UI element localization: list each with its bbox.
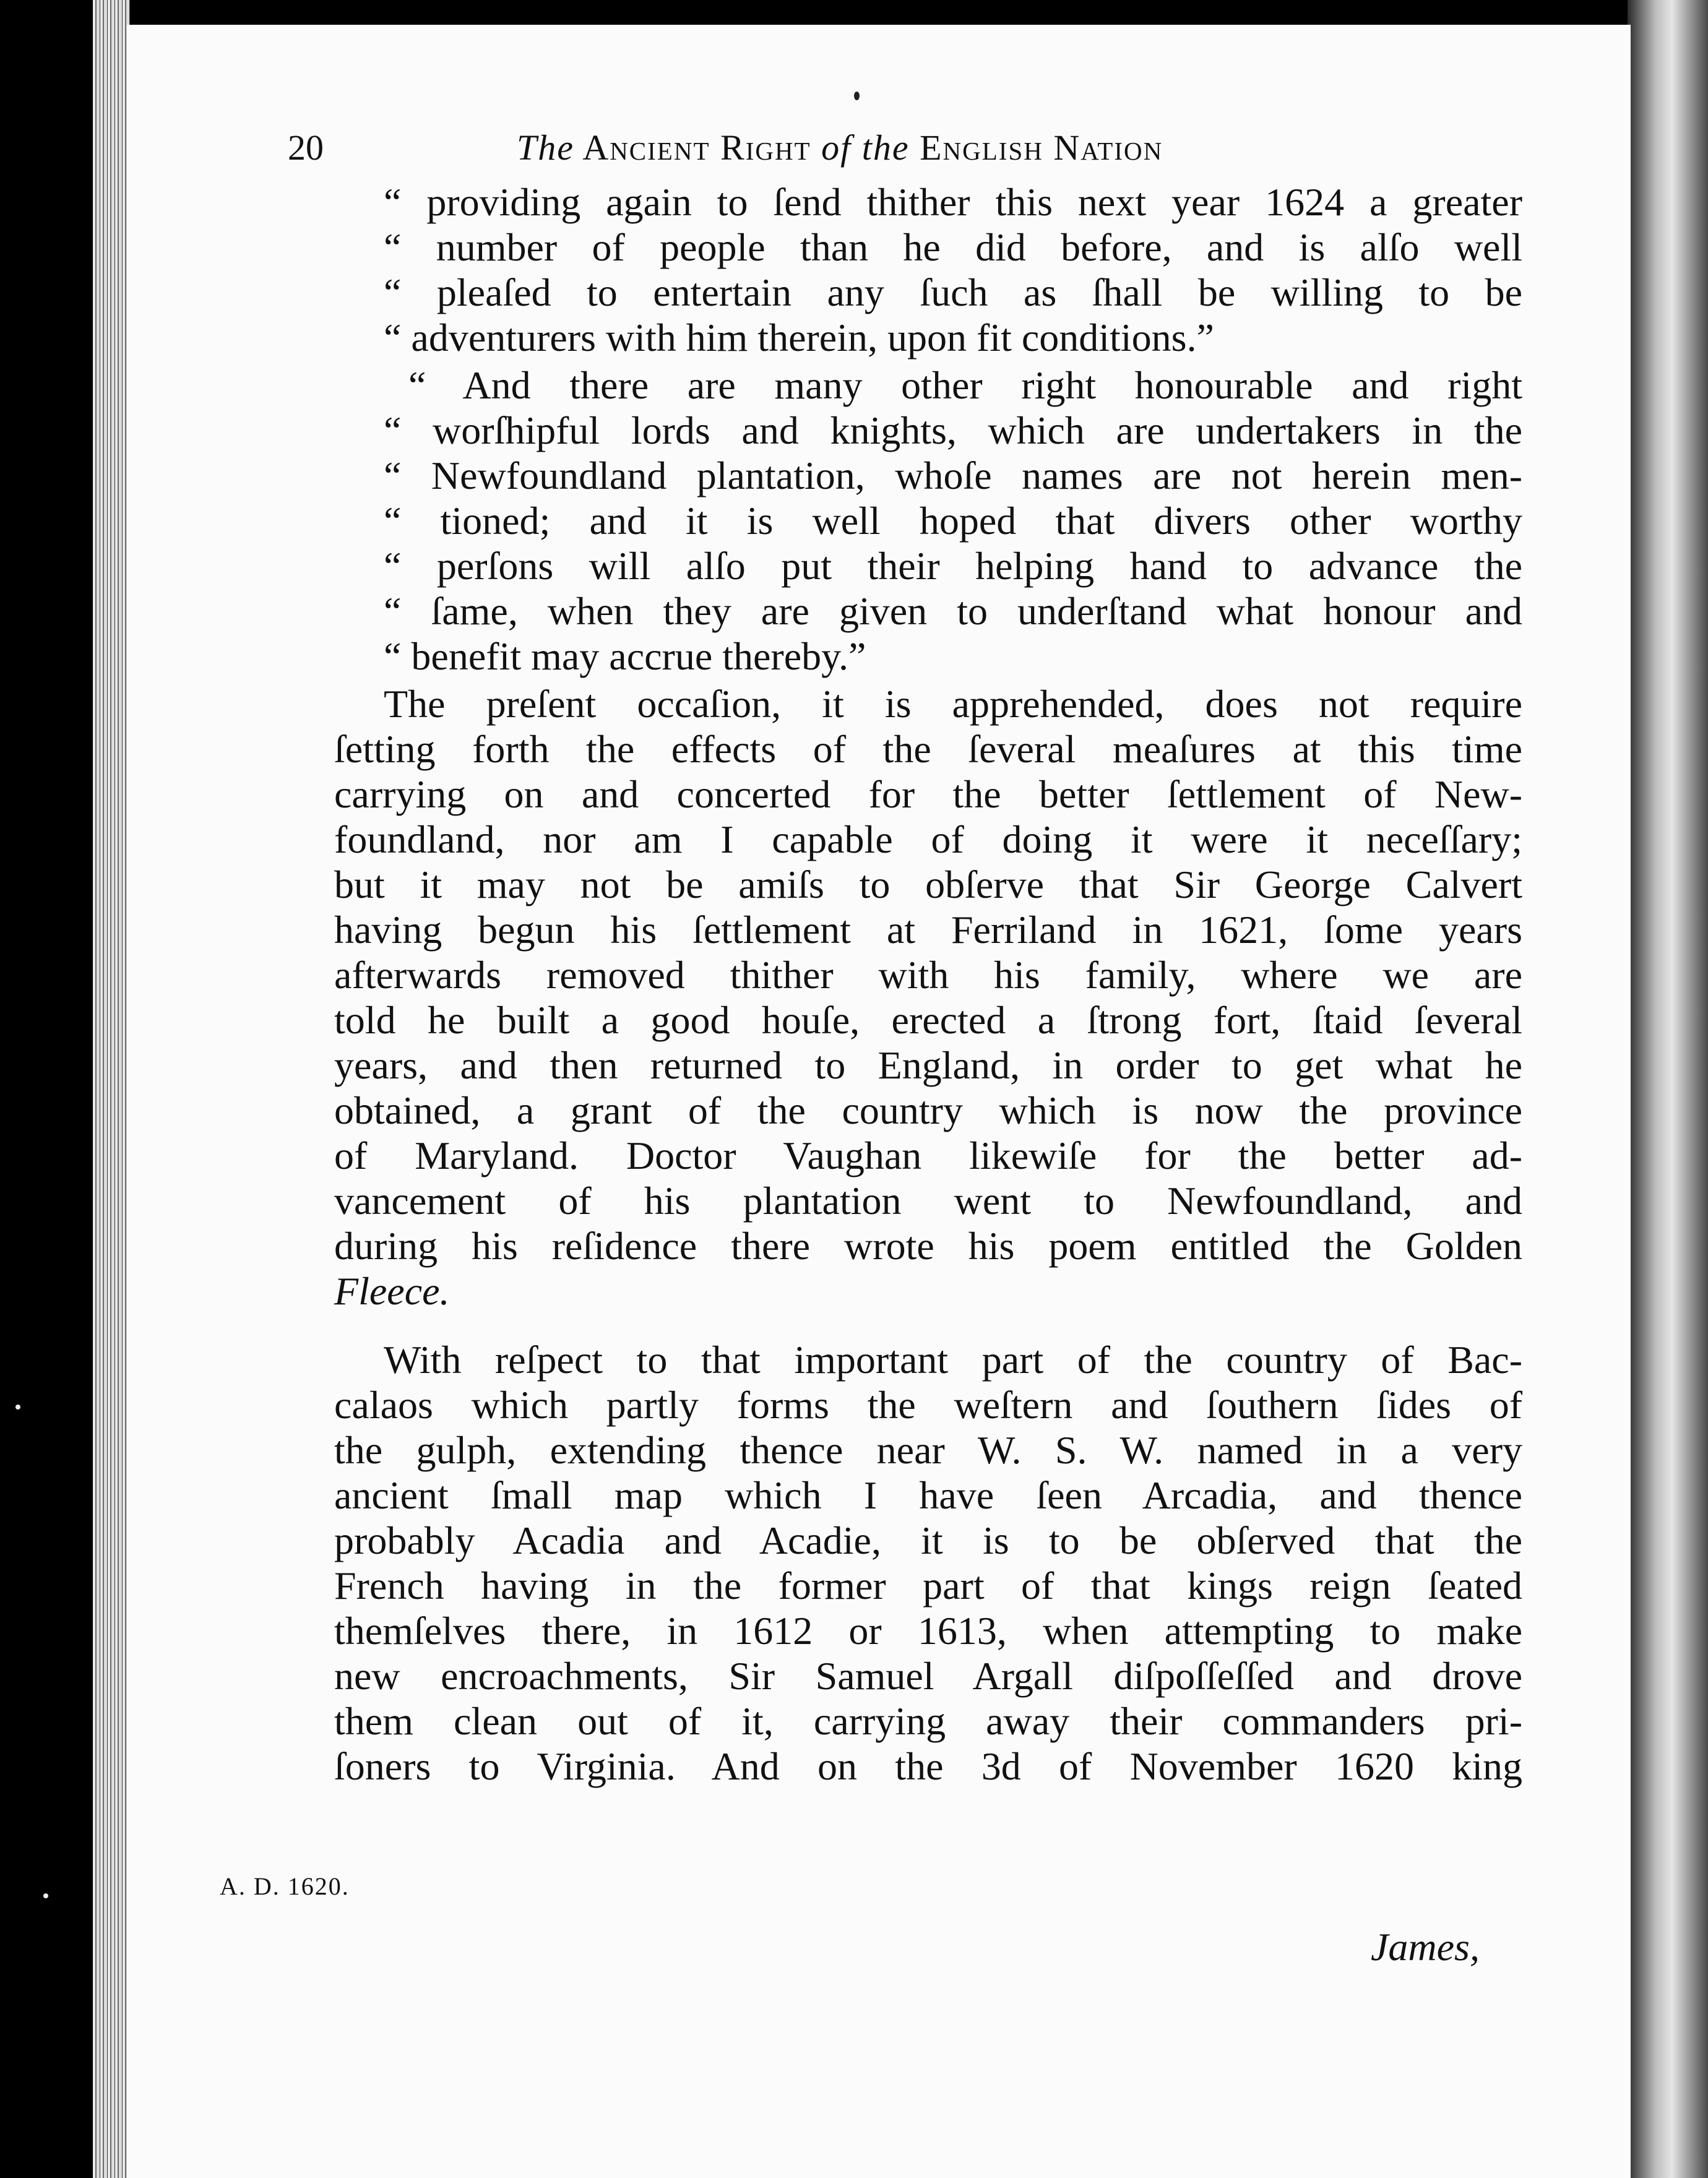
scan-speck	[43, 1893, 48, 1898]
text-line: “ worſhipful lords and knights, which are undertakers in the	[384, 408, 1522, 452]
left-gutter	[0, 0, 93, 2178]
text-line: the gulph, extending thence near W. S. W. named in a very	[334, 1428, 1522, 1472]
text-line: but it may not be amiſs to obſerve that Sir George Calvert	[334, 863, 1522, 906]
text-line: French having in the former part of that kings reign ſeated	[334, 1564, 1522, 1608]
text-line: during his reſidence there wrote his poem entitled the Golden	[334, 1224, 1522, 1268]
text-line: “ adventurers with him therein, upon fit conditions.”	[384, 316, 1214, 359]
text-line: “ benefit may accrue thereby.”	[384, 634, 866, 678]
page-header	[288, 127, 1513, 183]
text-line: themſelves there, in 1612 or 1613, when attempting to make	[334, 1609, 1522, 1653]
text-line: afterwards removed thither with his family, where we are	[334, 953, 1522, 997]
scan-speck	[15, 1405, 20, 1410]
running-head-part: The	[517, 127, 574, 168]
text-line: obtained, a grant of the country which is now the province	[334, 1088, 1522, 1132]
text-line: “ perſons will alſo put their helping hand to advance the	[384, 544, 1522, 588]
text-line: “ tioned; and it is well hoped that divers other worthy	[384, 499, 1522, 543]
text-line: “ And there are many other right honourable and right	[408, 363, 1522, 407]
text-line: new encroachments, Sir Samuel Argall diſpoſſeſſed and drove	[334, 1654, 1522, 1698]
text-line: “ pleaſed to entertain any ſuch as ſhall be willing to be	[384, 270, 1522, 314]
text-line: of Maryland. Doctor Vaughan likewiſe for the better ad-	[334, 1134, 1522, 1177]
paragraph	[334, 681, 1522, 1314]
text-line: foundland, nor am I capable of doing it were it neceſſary;	[334, 817, 1522, 861]
text-line: ancient ſmall map which I have ſeen Arcadia, and thence	[334, 1473, 1522, 1517]
running-head-part: Ancient Right	[582, 127, 811, 168]
text-line: them clean out of it, carrying away their commanders pri-	[334, 1699, 1522, 1743]
margin-note: A. D. 1620.	[220, 1872, 350, 1900]
text-line: probably Acadia and Acadie, it is to be obſerved that the	[334, 1518, 1522, 1562]
text-line: Fleece.	[334, 1269, 450, 1313]
page-edges	[93, 0, 130, 2178]
text-line: years, and then returned to England, in order to get what he	[334, 1043, 1522, 1087]
text-line: vancement of his plantation went to Newfoundland, and	[334, 1179, 1522, 1223]
quoted-paragraph	[384, 363, 1522, 679]
catchword: James,	[1371, 1925, 1480, 1969]
text-line: “ providing again to ſend thither this next year 1624 a greater	[384, 180, 1522, 224]
text-line: “ number of people than he did before, and is alſo well	[384, 225, 1522, 269]
text-line: carrying on and concerted for the better ſettlement of New-	[334, 772, 1522, 816]
running-head	[517, 127, 1163, 168]
running-head-part: of the	[821, 127, 910, 168]
body-text	[334, 179, 1522, 1789]
text-line: The preſent occaſion, it is apprehended, does not require	[384, 682, 1522, 726]
text-line: “ Newfoundland plantation, whoſe names are not herein men-	[384, 454, 1522, 497]
text-line: ſoners to Virginia. And on the 3d of November 1620 king	[334, 1744, 1522, 1788]
quoted-paragraph	[384, 179, 1522, 360]
text-line: having begun his ſettlement at Ferriland in 1621, ſome years	[334, 908, 1522, 952]
text-line: told he built a good houſe, erected a ſtrong fort, ſtaid ſeveral	[334, 998, 1522, 1042]
ink-mark	[854, 92, 860, 100]
text-line: “ ſame, when they are given to underſtand what honour and	[384, 589, 1522, 633]
text-line: With reſpect to that important part of the country of Bac-	[384, 1338, 1522, 1382]
text-line: calaos which partly forms the weſtern and ſouthern ſides of	[334, 1383, 1522, 1427]
paragraph	[334, 1337, 1522, 1789]
page-number: 20	[288, 127, 324, 168]
text-line: ſetting forth the effects of the ſeveral meaſures at this time	[334, 727, 1522, 771]
book-spine	[1628, 0, 1708, 2178]
running-head-part: English Nation	[920, 127, 1163, 168]
